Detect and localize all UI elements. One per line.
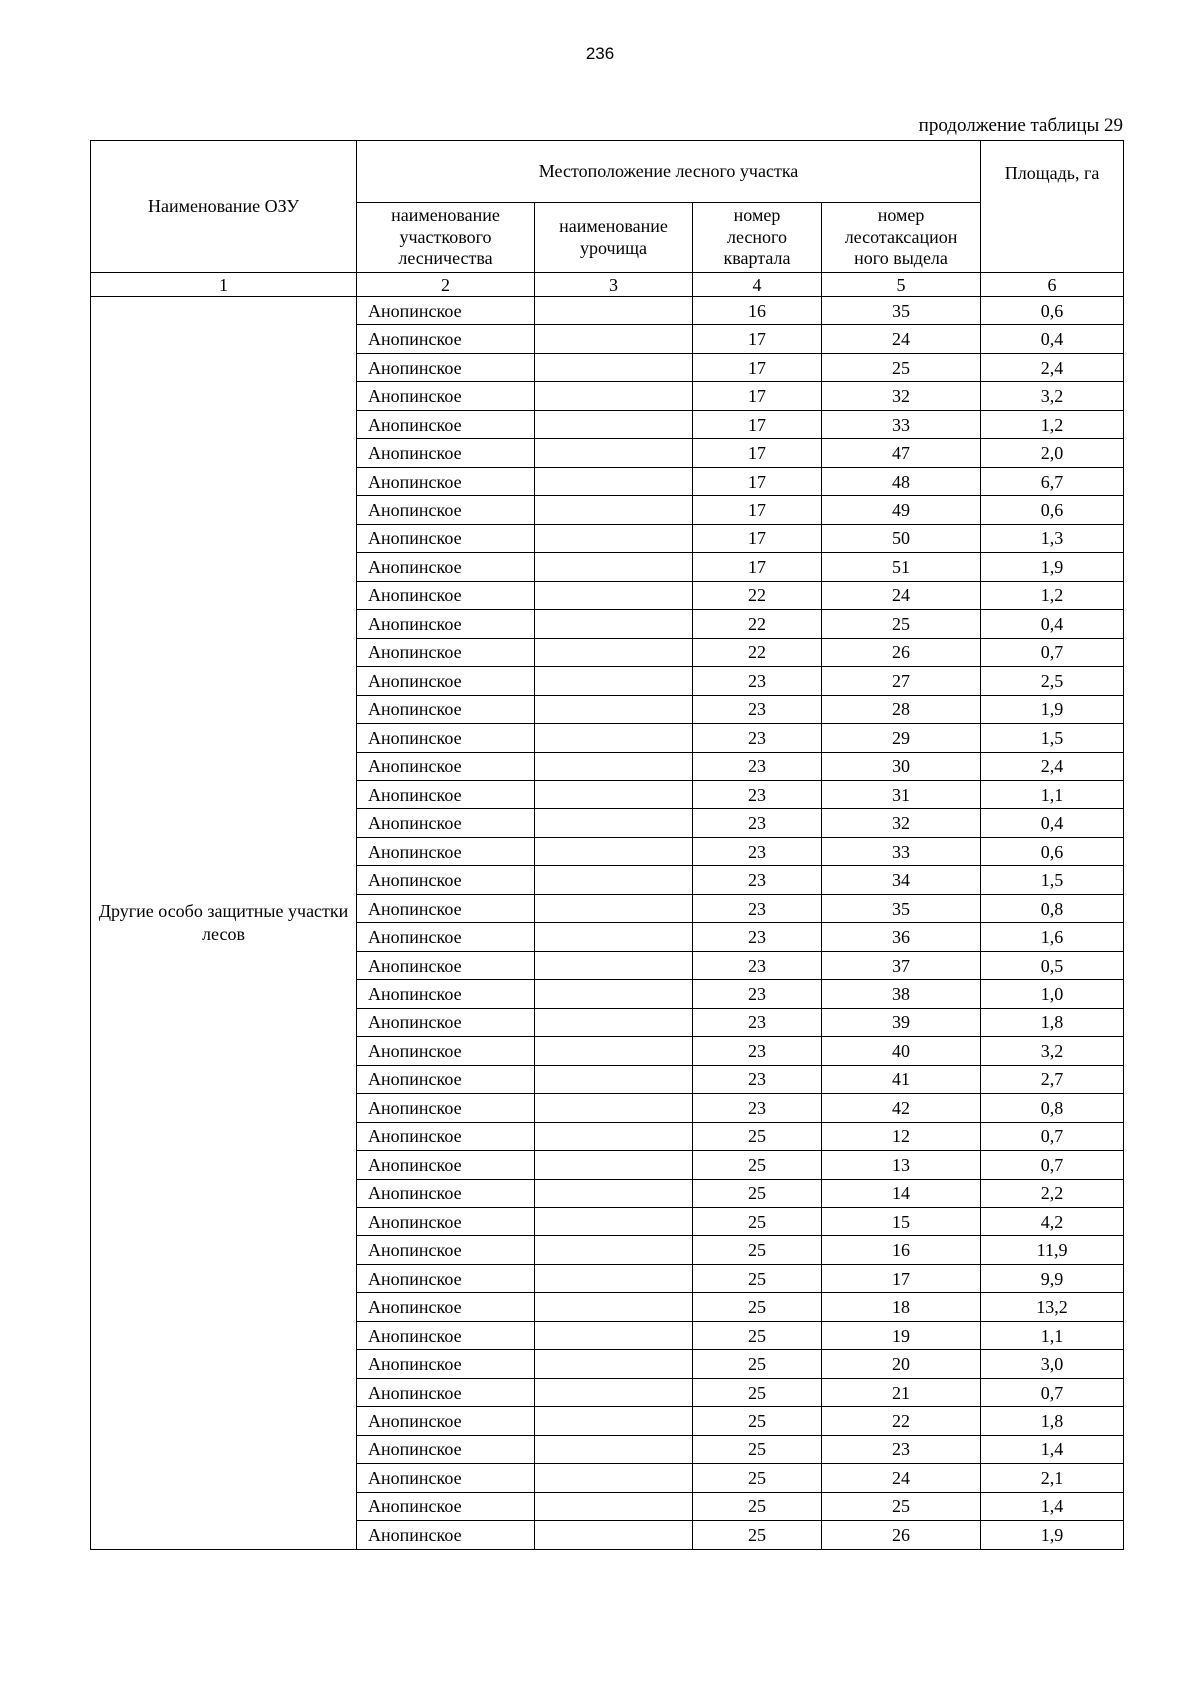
cell-quarter: 23 [693,923,822,951]
cell-forestry: Анопинское [357,837,535,865]
cell-allotment: 33 [822,410,981,438]
cell-allotment: 41 [822,1065,981,1093]
cell-quarter: 17 [693,353,822,381]
cell-tract [535,1094,693,1122]
header-allotment: номер лесотаксацион ного выдела [822,203,981,273]
cell-quarter: 17 [693,439,822,467]
cell-allotment: 24 [822,325,981,353]
header-tract: наименование урочища [535,203,693,273]
cell-area: 0,7 [981,1151,1124,1179]
cell-tract [535,382,693,410]
cell-forestry: Анопинское [357,325,535,353]
cell-tract [535,496,693,524]
cell-quarter: 23 [693,894,822,922]
cell-tract [535,1407,693,1435]
cell-tract [535,524,693,552]
cell-quarter: 25 [693,1264,822,1292]
cell-tract [535,695,693,723]
cell-forestry: Анопинское [357,382,535,410]
cell-tract [535,894,693,922]
cell-quarter: 22 [693,581,822,609]
header-forestry: наименование участкового лесничества [357,203,535,273]
cell-area: 3,2 [981,382,1124,410]
cell-quarter: 23 [693,780,822,808]
cell-area: 13,2 [981,1293,1124,1321]
cell-allotment: 20 [822,1350,981,1378]
cell-tract [535,1321,693,1349]
cell-area: 2,4 [981,752,1124,780]
header-area: Площадь, га [981,141,1124,273]
cell-allotment: 33 [822,837,981,865]
cell-allotment: 37 [822,951,981,979]
cell-tract [535,297,693,325]
cell-allotment: 35 [822,894,981,922]
cell-allotment: 31 [822,780,981,808]
cell-tract [535,780,693,808]
cell-allotment: 26 [822,1521,981,1549]
cell-forestry: Анопинское [357,780,535,808]
cell-forestry: Анопинское [357,695,535,723]
cell-forestry: Анопинское [357,353,535,381]
column-number: 3 [535,273,693,297]
cell-area: 6,7 [981,467,1124,495]
cell-allotment: 23 [822,1435,981,1463]
cell-area: 3,0 [981,1350,1124,1378]
cell-forestry: Анопинское [357,1151,535,1179]
cell-quarter: 25 [693,1208,822,1236]
cell-forestry: Анопинское [357,1407,535,1435]
cell-area: 0,4 [981,325,1124,353]
cell-allotment: 18 [822,1293,981,1321]
cell-area: 0,8 [981,1094,1124,1122]
cell-quarter: 17 [693,382,822,410]
cell-area: 1,1 [981,1321,1124,1349]
cell-allotment: 50 [822,524,981,552]
cell-area: 1,4 [981,1435,1124,1463]
cell-area: 2,5 [981,667,1124,695]
cell-allotment: 51 [822,553,981,581]
cell-tract [535,553,693,581]
cell-forestry: Анопинское [357,1350,535,1378]
cell-tract [535,951,693,979]
cell-forestry: Анопинское [357,1264,535,1292]
cell-area: 1,9 [981,695,1124,723]
cell-tract [535,1521,693,1549]
cell-quarter: 17 [693,524,822,552]
cell-tract [535,1008,693,1036]
cell-quarter: 23 [693,1037,822,1065]
cell-allotment: 49 [822,496,981,524]
cell-quarter: 17 [693,496,822,524]
cell-allotment: 25 [822,610,981,638]
cell-quarter: 23 [693,752,822,780]
cell-tract [535,724,693,752]
cell-tract [535,1264,693,1292]
cell-forestry: Анопинское [357,1208,535,1236]
cell-area: 11,9 [981,1236,1124,1264]
cell-tract [535,1151,693,1179]
cell-area: 0,8 [981,894,1124,922]
cell-area: 1,9 [981,1521,1124,1549]
header-column-numbers [91,273,1124,297]
cell-tract [535,325,693,353]
cell-quarter: 17 [693,325,822,353]
cell-tract [535,1037,693,1065]
cell-allotment: 32 [822,809,981,837]
cell-allotment: 28 [822,695,981,723]
cell-allotment: 34 [822,866,981,894]
forest-plots-table [90,140,1124,1550]
header-row-top [91,141,1124,203]
cell-forestry: Анопинское [357,1037,535,1065]
cell-quarter: 25 [693,1492,822,1520]
cell-allotment: 24 [822,581,981,609]
cell-forestry: Анопинское [357,809,535,837]
cell-tract [535,1435,693,1463]
cell-allotment: 22 [822,1407,981,1435]
cell-forestry: Анопинское [357,866,535,894]
cell-area: 1,8 [981,1008,1124,1036]
cell-tract [535,866,693,894]
cell-allotment: 26 [822,638,981,666]
cell-forestry: Анопинское [357,439,535,467]
header-location-group: Местоположение лесного участка [357,141,981,203]
cell-allotment: 35 [822,297,981,325]
cell-quarter: 23 [693,1008,822,1036]
cell-quarter: 23 [693,667,822,695]
cell-quarter: 25 [693,1122,822,1150]
cell-area: 1,0 [981,980,1124,1008]
cell-area: 4,2 [981,1208,1124,1236]
cell-tract [535,1179,693,1207]
cell-forestry: Анопинское [357,1293,535,1321]
cell-tract [535,1065,693,1093]
cell-quarter: 25 [693,1407,822,1435]
cell-area: 0,4 [981,809,1124,837]
cell-allotment: 47 [822,439,981,467]
cell-area: 3,2 [981,1037,1124,1065]
cell-allotment: 48 [822,467,981,495]
cell-forestry: Анопинское [357,1464,535,1492]
cell-forestry: Анопинское [357,1435,535,1463]
cell-quarter: 23 [693,1094,822,1122]
cell-forestry: Анопинское [357,1179,535,1207]
column-number: 6 [981,273,1124,297]
cell-tract [535,752,693,780]
cell-forestry: Анопинское [357,894,535,922]
cell-allotment: 39 [822,1008,981,1036]
cell-allotment: 40 [822,1037,981,1065]
cell-forestry: Анопинское [357,524,535,552]
cell-tract [535,1378,693,1406]
cell-forestry: Анопинское [357,667,535,695]
cell-forestry: Анопинское [357,1321,535,1349]
cell-forestry: Анопинское [357,951,535,979]
cell-quarter: 23 [693,980,822,1008]
cell-forestry: Анопинское [357,1008,535,1036]
cell-forestry: Анопинское [357,1236,535,1264]
cell-quarter: 23 [693,1065,822,1093]
cell-allotment: 13 [822,1151,981,1179]
cell-quarter: 17 [693,410,822,438]
cell-allotment: 25 [822,353,981,381]
cell-area: 1,2 [981,410,1124,438]
cell-area: 1,3 [981,524,1124,552]
cell-quarter: 22 [693,610,822,638]
cell-area: 1,6 [981,923,1124,951]
cell-allotment: 21 [822,1378,981,1406]
cell-forestry: Анопинское [357,553,535,581]
cell-quarter: 17 [693,467,822,495]
cell-tract [535,1492,693,1520]
cell-tract [535,1293,693,1321]
cell-tract [535,1208,693,1236]
cell-quarter: 25 [693,1179,822,1207]
cell-area: 0,4 [981,610,1124,638]
column-number: 2 [357,273,535,297]
cell-forestry: Анопинское [357,1122,535,1150]
page-number: 236 [585,44,615,63]
cell-forestry: Анопинское [357,980,535,1008]
cell-quarter: 25 [693,1378,822,1406]
cell-quarter: 25 [693,1151,822,1179]
cell-forestry: Анопинское [357,297,535,325]
cell-tract [535,837,693,865]
column-number: 4 [693,273,822,297]
cell-tract [535,667,693,695]
cell-tract [535,1236,693,1264]
cell-tract [535,410,693,438]
cell-quarter: 23 [693,695,822,723]
cell-forestry: Анопинское [357,467,535,495]
cell-forestry: Анопинское [357,923,535,951]
cell-area: 2,2 [981,1179,1124,1207]
cell-allotment: 25 [822,1492,981,1520]
header-ozu-name: Наименование ОЗУ [91,141,357,273]
cell-area: 1,9 [981,553,1124,581]
cell-quarter: 23 [693,951,822,979]
cell-quarter: 22 [693,638,822,666]
cell-allotment: 36 [822,923,981,951]
cell-forestry: Анопинское [357,1094,535,1122]
cell-area: 2,0 [981,439,1124,467]
table-continuation-label: продолжение таблицы 29 [918,115,1123,136]
cell-forestry: Анопинское [357,724,535,752]
cell-quarter: 16 [693,297,822,325]
header-quarter: номер лесного квартала [693,203,822,273]
cell-area: 2,7 [981,1065,1124,1093]
cell-area: 1,4 [981,1492,1124,1520]
cell-forestry: Анопинское [357,496,535,524]
cell-quarter: 25 [693,1321,822,1349]
cell-quarter: 25 [693,1435,822,1463]
cell-area: 0,6 [981,496,1124,524]
cell-quarter: 25 [693,1521,822,1549]
cell-area: 1,2 [981,581,1124,609]
cell-allotment: 27 [822,667,981,695]
cell-tract [535,353,693,381]
cell-allotment: 24 [822,1464,981,1492]
table-row [91,297,1124,325]
cell-allotment: 15 [822,1208,981,1236]
cell-forestry: Анопинское [357,1065,535,1093]
cell-quarter: 23 [693,809,822,837]
cell-allotment: 32 [822,382,981,410]
cell-quarter: 23 [693,724,822,752]
cell-quarter: 23 [693,837,822,865]
cell-allotment: 30 [822,752,981,780]
cell-tract [535,980,693,1008]
cell-area: 1,5 [981,724,1124,752]
cell-allotment: 14 [822,1179,981,1207]
cell-allotment: 12 [822,1122,981,1150]
cell-forestry: Анопинское [357,1521,535,1549]
cell-tract [535,1122,693,1150]
column-number: 5 [822,273,981,297]
cell-area: 1,1 [981,780,1124,808]
cell-forestry: Анопинское [357,610,535,638]
cell-tract [535,638,693,666]
cell-tract [535,610,693,638]
cell-tract [535,581,693,609]
cell-forestry: Анопинское [357,1378,535,1406]
cell-tract [535,923,693,951]
cell-allotment: 38 [822,980,981,1008]
cell-area: 0,7 [981,1122,1124,1150]
cell-tract [535,809,693,837]
cell-tract [535,1350,693,1378]
cell-area: 0,6 [981,837,1124,865]
column-number: 1 [91,273,357,297]
cell-area: 0,7 [981,1378,1124,1406]
cell-area: 0,6 [981,297,1124,325]
cell-forestry: Анопинское [357,1492,535,1520]
cell-area: 9,9 [981,1264,1124,1292]
cell-area: 0,5 [981,951,1124,979]
cell-forestry: Анопинское [357,638,535,666]
cell-tract [535,1464,693,1492]
cell-area: 0,7 [981,638,1124,666]
ozu-group-name: Другие особо защитные участки лесов [91,297,357,1550]
cell-allotment: 19 [822,1321,981,1349]
cell-quarter: 25 [693,1464,822,1492]
cell-allotment: 42 [822,1094,981,1122]
cell-forestry: Анопинское [357,410,535,438]
cell-quarter: 25 [693,1293,822,1321]
cell-forestry: Анопинское [357,581,535,609]
cell-allotment: 16 [822,1236,981,1264]
cell-area: 1,8 [981,1407,1124,1435]
cell-area: 1,5 [981,866,1124,894]
cell-area: 2,4 [981,353,1124,381]
cell-allotment: 29 [822,724,981,752]
cell-allotment: 17 [822,1264,981,1292]
cell-quarter: 25 [693,1350,822,1378]
cell-quarter: 17 [693,553,822,581]
cell-area: 2,1 [981,1464,1124,1492]
cell-tract [535,467,693,495]
cell-quarter: 23 [693,866,822,894]
cell-tract [535,439,693,467]
cell-forestry: Анопинское [357,752,535,780]
cell-quarter: 25 [693,1236,822,1264]
